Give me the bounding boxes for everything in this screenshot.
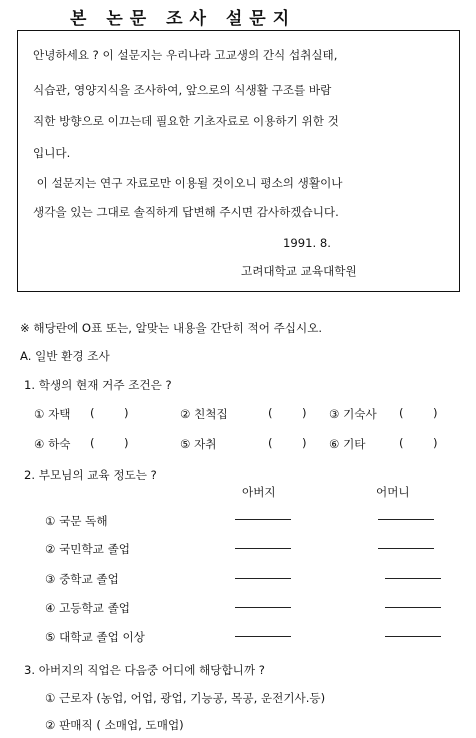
q2-option: ② 국민학교 졸업 xyxy=(45,542,130,556)
q1-blank[interactable]: ( ) xyxy=(90,436,129,450)
q1-blank[interactable]: ( ) xyxy=(399,406,438,420)
mother-answer-line[interactable] xyxy=(385,636,441,637)
father-answer-line[interactable] xyxy=(235,519,291,520)
q2-col-father: 아버지 xyxy=(242,485,276,499)
q1-label: 1. 학생의 현재 거주 조건은 ? xyxy=(24,378,172,392)
q1-option: ④ 하숙 xyxy=(34,437,71,451)
survey-title: 본 논문 조사 설문지 xyxy=(70,9,297,29)
intro-line: 이 설문지는 연구 자료로만 이용될 것이오니 평소의 생활이나 xyxy=(33,176,343,190)
intro-org: 고려대학교 교육대학원 xyxy=(241,264,357,278)
mother-answer-line[interactable] xyxy=(378,519,434,520)
q2-option: ③ 중학교 졸업 xyxy=(45,572,119,586)
q1-option: ⑥ 기타 xyxy=(329,437,366,451)
intro-line: 입니다. xyxy=(33,146,71,160)
father-answer-line[interactable] xyxy=(235,636,291,637)
q1-blank[interactable]: ( ) xyxy=(268,406,307,420)
intro-line: 식습관, 영양지식을 조사하여, 앞으로의 식생활 구조를 바람 xyxy=(33,83,332,97)
instruction: ※ 해당란에 O표 또는, 알맞는 내용을 간단히 적어 주십시오. xyxy=(20,321,323,335)
q1-blank[interactable]: ( ) xyxy=(399,436,438,450)
q1-option: ② 친척집 xyxy=(180,407,228,421)
father-answer-line[interactable] xyxy=(235,607,291,608)
q1-blank[interactable]: ( ) xyxy=(268,436,307,450)
mother-answer-line[interactable] xyxy=(385,578,441,579)
intro-date: 1991. 8. xyxy=(283,236,331,250)
q2-option: ⑤ 대학교 졸업 이상 xyxy=(45,630,145,644)
q1-option: ③ 기숙사 xyxy=(329,407,377,421)
intro-line: 안녕하세요 ? 이 설문지는 우리나라 고교생의 간식 섭취실태, xyxy=(33,48,338,62)
section-a-heading: A. 일반 환경 조사 xyxy=(20,349,110,363)
q2-option: ① 국문 독해 xyxy=(45,514,108,528)
q3-label: 3. 아버지의 직업은 다음중 어디에 해당합니까 ? xyxy=(24,663,265,677)
q1-option: ⑤ 자취 xyxy=(180,437,217,451)
mother-answer-line[interactable] xyxy=(385,607,441,608)
q3-option: ② 판매직 ( 소매업, 도매업) xyxy=(45,718,184,732)
father-answer-line[interactable] xyxy=(235,548,291,549)
intro-box xyxy=(17,30,460,292)
q1-option: ① 자택 xyxy=(34,407,71,421)
q2-option: ④ 고등학교 졸업 xyxy=(45,601,130,615)
intro-line: 직한 방향으로 이끄는데 필요한 기초자료로 이용하기 위한 것 xyxy=(33,114,339,128)
q2-label: 2. 부모님의 교육 정도는 ? xyxy=(24,468,157,482)
q1-blank[interactable]: ( ) xyxy=(90,406,129,420)
intro-line: 생각을 있는 그대로 솔직하게 답변해 주시면 감사하겠습니다. xyxy=(33,205,339,219)
q3-option: ① 근로자 (농업, 어업, 광업, 기능공, 목공, 운전기사.등) xyxy=(45,691,326,705)
q2-col-mother: 어머니 xyxy=(376,485,410,499)
father-answer-line[interactable] xyxy=(235,578,291,579)
mother-answer-line[interactable] xyxy=(378,548,434,549)
